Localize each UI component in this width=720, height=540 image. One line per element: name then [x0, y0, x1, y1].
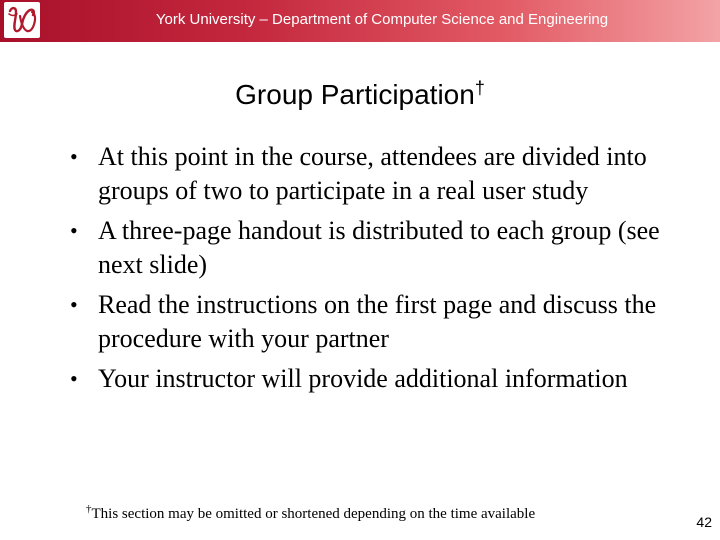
slide-title-text: Group Participation — [235, 79, 475, 110]
bullet-text: A three-page handout is distributed to each group (see next slide) — [98, 216, 660, 279]
bullet-item — [70, 362, 690, 396]
bullet-text: At this point in the course, attendees are divided into groups of two to participate in a real user study — [98, 142, 647, 205]
bullet-list — [70, 140, 690, 403]
footnote — [86, 503, 535, 523]
bullet-item — [70, 214, 690, 281]
footnote-dagger-mark: † — [86, 503, 92, 515]
dagger-mark: † — [474, 78, 485, 98]
footnote-text: This section may be omitted or shortened depending on the time available — [91, 506, 536, 522]
slide-header-bar — [0, 0, 720, 42]
header-title: York University – Department of Computer Science and Engineering — [155, 11, 609, 28]
bullet-dot-icon: • — [70, 218, 78, 243]
bullet-text: Read the instructions on the first page and discuss the procedure with your partner — [98, 290, 657, 353]
bullet-text: Your instructor will provide additional information — [98, 364, 628, 393]
page-number: 42 — [696, 514, 712, 530]
bullet-dot-icon: • — [70, 292, 78, 317]
slide-title — [0, 78, 720, 111]
bullet-dot-icon: • — [70, 144, 78, 169]
bullet-item — [70, 140, 690, 207]
bullet-dot-icon: • — [70, 366, 78, 391]
bullet-item — [70, 288, 690, 355]
york-university-logo-icon — [4, 2, 40, 38]
